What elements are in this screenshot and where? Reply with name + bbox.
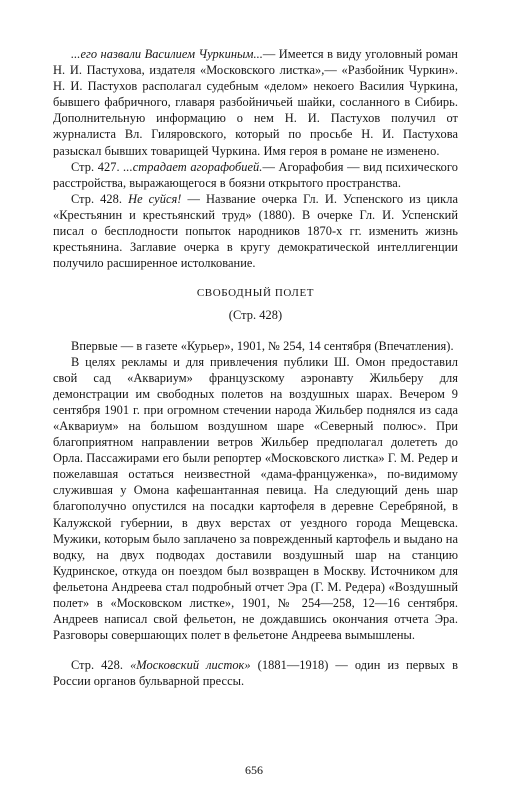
note-text: — Название очерка Гл. И. Успенского из цикла «Крестьянин и крестьянский труд» (1880). В очерке Гл. И. Успенский писал о бесплодности попыток народников 1870-х гг. изменить жизнь крестьянина. Заглавие очерка в кругу демократической интеллигенции получило расширенное истолкование. (53, 191, 458, 271)
note-page-ref: Стр. 427. (71, 159, 124, 174)
paragraph-commentary: В целях рекламы и для привлечения публики Ш. Омон предоставил свой сад «Аквариум» французскому аэронавту Жильберу для демонстрации им свободных полетов на воздушных шарах. Вечером 9 сентября 1901 г. при огромном стечении народа Жильбер поднялся из сада «Аквариум» на большом воздушном шаре «Северный полюс». При благоприятном направлении ветров Жильбер предполагал долететь до Орла. Пассажирами его были репортер «Московского листка» Г. М. Редер и пожелавшая остаться неизвестной «дама-француженка», по-видимому служившая у Омона кафешантанная певица. На следующий день шар благополучно опустился на посадки картофеля в деревне Серебряной, в Калужской губернии, в двух верстах от уездного города Мещевска. Мужики, которым было заплачено за поврежденный картофель и выдано на водку, на двух подводах доставили воздушный шар на станцию Кудринское, откуда он поездом был возвращен в Москву. Источником для фельетона Андреева стал подробный отчет Эра (Г. М. Редера) «Воздушный полет» в «Московском листке», 1901, № 254—258, 12—16 сентября. Андреев написал свой фельетон, не дождавшись окончания отчета Эра. Разговоры совершающих полет в фельетоне Андреева вымышлены. (53, 354, 458, 643)
page-body (53, 46, 458, 689)
page-number: 656 (245, 763, 263, 777)
note-agoraphobia (53, 159, 458, 191)
note-text: (1881—1918) — один из первых в России органов бульварной прессы. (53, 658, 458, 689)
note-moskovsky-listok (53, 657, 458, 689)
spacer (53, 643, 458, 657)
note-text: — Агорафобия — вид психического расстройства, выражающегося в боязни открытого пространства. (53, 159, 458, 190)
note-lead-phrase: Не суйся! (128, 191, 182, 206)
note-ne-suysya (53, 191, 458, 271)
note-agent-churkin (53, 46, 458, 159)
note-text: — Имеется в виду уголовный роман Н. И. Пастухова, издателя «Московского листка»,— «Разбойник Чуркин». Н. И. Пастухов располагал судебным «делом» некоего Василия Чуркина, бывшего фабричного, главаря разбойничьей шайки, сосланного в Сибирь. Дополнительную информацию о нем Н. И. Пастухов получил от журналиста Вл. Гиляровского, который по просьбе Н. И. Пастухова разыскал бывших товарищей Чуркина. Имя героя в романе не изменено. (53, 47, 458, 158)
note-lead-phrase: ...страдает агорафобией. (123, 159, 263, 174)
note-page-ref: Стр. 428. (71, 191, 129, 206)
note-lead-phrase: «Московский листок» (130, 658, 251, 673)
note-page-ref: Стр. 428. (71, 658, 131, 673)
section-subtitle: (Стр. 428) (228, 308, 283, 323)
paragraph-first-publication: Впервые — в газете «Курьер», 1901, № 254, 14 сентября (Впечатления). (71, 338, 454, 353)
section-title: СВОБОДНЫЙ ПОЛЕТ (196, 287, 315, 300)
note-lead-phrase: ...его назвали Василием Чуркиным... (71, 47, 263, 61)
